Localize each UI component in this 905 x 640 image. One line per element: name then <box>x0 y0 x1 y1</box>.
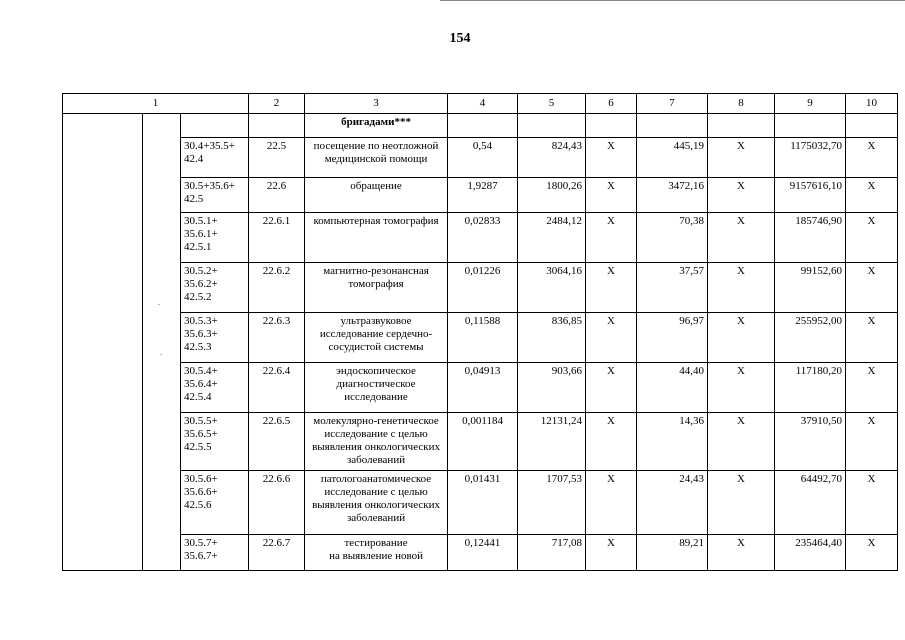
empty-cell <box>775 114 846 138</box>
col7-cell: 37,57 <box>637 263 708 313</box>
code-cell: 30.5.4+ 35.6.4+ 42.5.4 <box>181 363 249 413</box>
header-cell-5: 5 <box>518 94 586 114</box>
col6-cell: X <box>586 178 637 213</box>
header-cell-8: 8 <box>708 94 775 114</box>
col7-cell: 70,38 <box>637 213 708 263</box>
number-cell: 22.6.1 <box>249 213 305 263</box>
col4-cell: 0,04913 <box>448 363 518 413</box>
col6-cell: X <box>586 138 637 178</box>
col5-cell: 836,85 <box>518 313 586 363</box>
col4-cell: 0,11588 <box>448 313 518 363</box>
number-cell: 22.5 <box>249 138 305 178</box>
col9-cell: 1175032,70 <box>775 138 846 178</box>
col6-cell: X <box>586 313 637 363</box>
col6-cell: X <box>586 363 637 413</box>
col5-cell: 3064,16 <box>518 263 586 313</box>
name-cell: эндоскопическое диагностическое исследование <box>305 363 448 413</box>
col9-cell: 185746,90 <box>775 213 846 263</box>
col8-cell: X <box>708 313 775 363</box>
col9-cell: 99152,60 <box>775 263 846 313</box>
col7-cell: 14,36 <box>637 413 708 471</box>
top-rule <box>440 0 905 1</box>
name-cell: ультразвуковое исследование сердечно- сосудистой системы <box>305 313 448 363</box>
name-cell: обращение <box>305 178 448 213</box>
col7-cell: 44,40 <box>637 363 708 413</box>
col5-cell: 2484,12 <box>518 213 586 263</box>
name-cell: патологоанатомическое исследование с целью выявления онкологических заболеваний <box>305 471 448 535</box>
code-cell: 30.5.1+ 35.6.1+ 42.5.1 <box>181 213 249 263</box>
header-cell-1: 1 <box>63 94 249 114</box>
col10-cell: X <box>846 535 898 571</box>
subheader-text: бригадами*** <box>305 114 448 138</box>
empty-cell <box>518 114 586 138</box>
name-cell: компьютерная томография <box>305 213 448 263</box>
col4-cell: 0,02833 <box>448 213 518 263</box>
number-cell: 22.6.2 <box>249 263 305 313</box>
col7-cell: 24,43 <box>637 471 708 535</box>
col6-cell: X <box>586 535 637 571</box>
name-cell: магнитно-резонансная томография <box>305 263 448 313</box>
empty-cell <box>708 114 775 138</box>
header-cell-3: 3 <box>305 94 448 114</box>
col9-cell: 255952,00 <box>775 313 846 363</box>
col8-cell: X <box>708 263 775 313</box>
col9-cell: 9157616,10 <box>775 178 846 213</box>
code-cell: 30.4+35.5+ 42.4 <box>181 138 249 178</box>
subheader-row <box>63 114 898 138</box>
name-cell: тестирование на выявление новой <box>305 535 448 571</box>
col8-cell: X <box>708 413 775 471</box>
subheader-code-cell <box>181 114 249 138</box>
blank-cell-mid <box>143 114 181 571</box>
col4-cell: 0,54 <box>448 138 518 178</box>
table-row <box>63 363 898 413</box>
table-row <box>63 263 898 313</box>
number-cell: 22.6 <box>249 178 305 213</box>
col4-cell: 0,01431 <box>448 471 518 535</box>
col8-cell: X <box>708 178 775 213</box>
table-row <box>63 413 898 471</box>
number-cell: 22.6.4 <box>249 363 305 413</box>
col7-cell: 3472,16 <box>637 178 708 213</box>
scan-speck <box>160 354 162 355</box>
code-cell: 30.5.3+ 35.6.3+ 42.5.3 <box>181 313 249 363</box>
col5-cell: 1707,53 <box>518 471 586 535</box>
table-body <box>63 94 898 571</box>
col10-cell: X <box>846 263 898 313</box>
table-row <box>63 178 898 213</box>
name-cell: молекулярно-генетическое исследование с целью выявления онкологических заболеваний <box>305 413 448 471</box>
col4-cell: 0,01226 <box>448 263 518 313</box>
header-cell-4: 4 <box>448 94 518 114</box>
table-row <box>63 535 898 571</box>
number-cell: 22.6.6 <box>249 471 305 535</box>
col8-cell: X <box>708 471 775 535</box>
col6-cell: X <box>586 263 637 313</box>
scan-speck <box>158 304 160 305</box>
col7-cell: 89,21 <box>637 535 708 571</box>
empty-cell <box>637 114 708 138</box>
col5-cell: 12131,24 <box>518 413 586 471</box>
empty-cell <box>448 114 518 138</box>
header-cell-6: 6 <box>586 94 637 114</box>
table-row <box>63 471 898 535</box>
col10-cell: X <box>846 313 898 363</box>
code-cell: 30.5+35.6+ 42.5 <box>181 178 249 213</box>
col10-cell: X <box>846 363 898 413</box>
col9-cell: 64492,70 <box>775 471 846 535</box>
col4-cell: 1,9287 <box>448 178 518 213</box>
name-cell: посещение по неотложной медицинской помощи <box>305 138 448 178</box>
col5-cell: 1800,26 <box>518 178 586 213</box>
code-cell: 30.5.7+ 35.6.7+ <box>181 535 249 571</box>
data-table <box>62 93 898 571</box>
col8-cell: X <box>708 363 775 413</box>
col5-cell: 717,08 <box>518 535 586 571</box>
col10-cell: X <box>846 178 898 213</box>
col4-cell: 0,001184 <box>448 413 518 471</box>
page-number: 154 <box>449 31 471 46</box>
col9-cell: 117180,20 <box>775 363 846 413</box>
header-cell-10: 10 <box>846 94 898 114</box>
col4-cell: 0,12441 <box>448 535 518 571</box>
col6-cell: X <box>586 213 637 263</box>
col9-cell: 235464,40 <box>775 535 846 571</box>
col5-cell: 824,43 <box>518 138 586 178</box>
col6-cell: X <box>586 413 637 471</box>
header-row <box>63 94 898 114</box>
header-cell-2: 2 <box>249 94 305 114</box>
number-cell: 22.6.7 <box>249 535 305 571</box>
col5-cell: 903,66 <box>518 363 586 413</box>
col8-cell: X <box>708 213 775 263</box>
code-cell: 30.5.6+ 35.6.6+ 42.5.6 <box>181 471 249 535</box>
col10-cell: X <box>846 213 898 263</box>
number-cell: 22.6.3 <box>249 313 305 363</box>
col8-cell: X <box>708 138 775 178</box>
col6-cell: X <box>586 471 637 535</box>
col9-cell: 37910,50 <box>775 413 846 471</box>
col7-cell: 96,97 <box>637 313 708 363</box>
number-cell: 22.6.5 <box>249 413 305 471</box>
table-row <box>63 213 898 263</box>
table-row <box>63 138 898 178</box>
table-row <box>63 313 898 363</box>
col8-cell: X <box>708 535 775 571</box>
subheader-num-cell <box>249 114 305 138</box>
col7-cell: 445,19 <box>637 138 708 178</box>
blank-cell-left <box>63 114 143 571</box>
col10-cell: X <box>846 138 898 178</box>
header-cell-9: 9 <box>775 94 846 114</box>
empty-cell <box>846 114 898 138</box>
code-cell: 30.5.2+ 35.6.2+ 42.5.2 <box>181 263 249 313</box>
header-cell-7: 7 <box>637 94 708 114</box>
col10-cell: X <box>846 471 898 535</box>
empty-cell <box>586 114 637 138</box>
col10-cell: X <box>846 413 898 471</box>
code-cell: 30.5.5+ 35.6.5+ 42.5.5 <box>181 413 249 471</box>
